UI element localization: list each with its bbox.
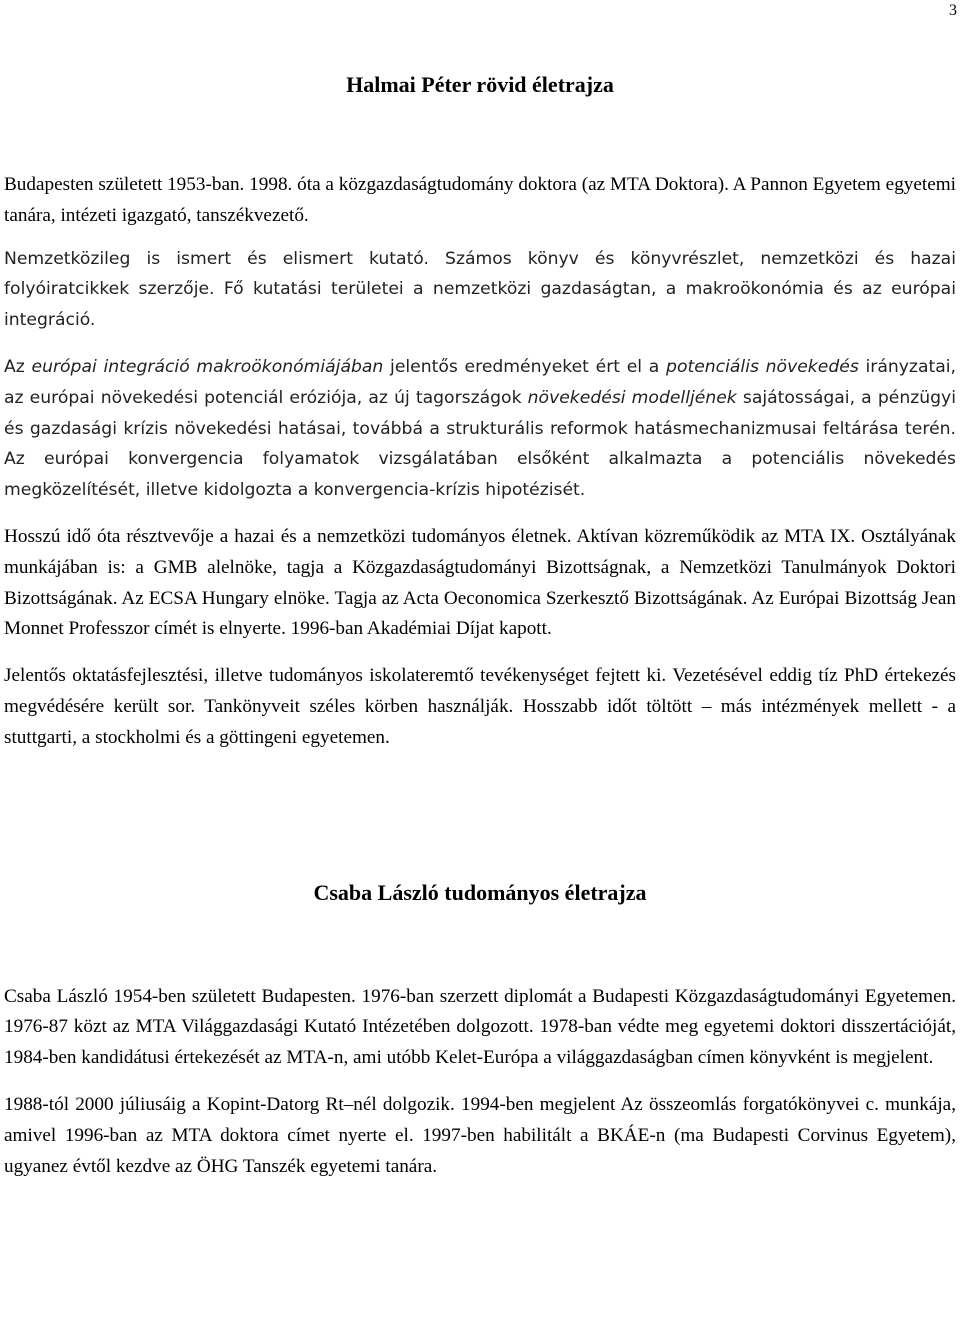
text-run: sajátosságai, a pénzügyi és gazdasági krízis növekedési hatásai, továbbá a strukturális reformok hatásmechanizmusai feltárása terén. Az európai konvergencia folyamatok vizsgálatában elsőként alkalmazta a potenciális növekedés megközelítését, illetve kidolgozta a konvergencia-krízis hipotézisét. xyxy=(4,387,956,501)
section-title-halmai: Halmai Péter rövid életrajza xyxy=(346,72,614,97)
page-number: 3 xyxy=(949,2,957,19)
paragraph-research: Nemzetközileg is ismert és elismert kutató. Számos könyv és könyvrészlet, nemzetközi és hazai folyóiratcikkek szerzője. Fő kutatási területei a nemzetközi gazdaságtan, a makroökonómia és az európai integráció. xyxy=(4,248,956,331)
document-body xyxy=(4,0,956,1198)
paragraph-csaba-career: Csaba László 1954-ben született Budapesten. 1976-ban szerzett diplomát a Budapesti Közgazdaságtudományi Egyetemen. 1976-87 közt az MTA Világgazdasági Kutató Intézetében dolgozott. 1978-ban védte meg egyetemi doktori disszertációját, 1984-ben kandidátusi értekezését az MTA-n, ami utóbb Kelet-Európa a világgazdaságban címen könyvként is megjelent. xyxy=(4,985,956,1069)
italic-run: potenciális növekedés xyxy=(666,356,859,377)
italic-run: európai integráció makroökonómiájában xyxy=(31,356,384,377)
paragraph-scientific-life: Hosszú idő óta résztvevője a hazai és a nemzetközi tudományos életnek. Aktívan közreműködik az MTA IX. Osztályának munkájában is: a GMB alelnöke, tagja a Közgazdaságtudományi Bizottságnak, a Nemzetközi Tanulmányok Doktori Bizottságának. Az ECSA Hungary elnöke. Tagja az Acta Oeconomica Szerkesztő Bizottságának. Az Európai Bizottság Jean Monnet Professzor címét is elnyerte. 1996-ban Akadémiai Díjat kapott. xyxy=(4,525,956,640)
text-run: Az xyxy=(4,356,32,377)
paragraph-education: Jelentős oktatásfejlesztési, illetve tudományos iskolateremtő tevékenységet fejtett ki. Vezetésével eddig tíz PhD értekezés megvédésére került sor. Tankönyveit széles körben használják. Hosszabb időt töltött – más intézmények mellett - a stuttgarti, a stockholmi és a göttingeni egyetemen. xyxy=(4,665,956,748)
text-run: irányzatai, az európai növekedési potenciál eróziója, az új tagországok xyxy=(4,356,956,408)
paragraph-integration xyxy=(4,352,956,506)
paragraph-csaba-kopint: 1988-tól 2000 júliusáig a Kopint-Datorg Rt–nél dolgozik. 1994-ben megjelent Az összeomlás forgatókönyvei c. munkája, amivel 1996-ban az MTA doktora címet nyerte el. 1997-ben habilitált a BKÁE-n (ma Budapesti Corvinus Egyetem), ugyanez évtől kezdve az ÖHG Tanszék egyetemi tanára. xyxy=(4,1093,956,1177)
text-run: jelentős eredményeket ért el a xyxy=(383,356,667,377)
section-title-csaba: Csaba László tudományos életrajza xyxy=(313,879,647,905)
italic-run: növekedési modelljének xyxy=(527,387,737,408)
paragraph-birth: Budapesten született 1953-ban. 1998. óta a közgazdaságtudomány doktora (az MTA Doktora). A Pannon Egyetem egyetemi tanára, intézeti igazgató, tanszékvezető. xyxy=(4,174,956,226)
